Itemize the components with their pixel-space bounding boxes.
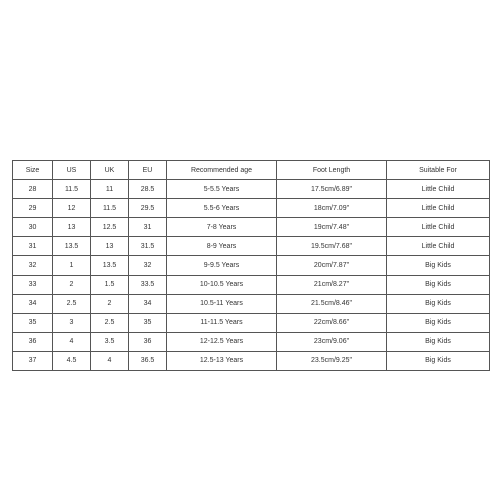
cell-recommended-age: 10-10.5 Years xyxy=(167,275,277,294)
cell-size: 37 xyxy=(13,351,53,370)
cell-eu: 32 xyxy=(129,256,167,275)
cell-suitable-for: Little Child xyxy=(387,180,490,199)
cell-recommended-age: 8-9 Years xyxy=(167,237,277,256)
cell-size: 30 xyxy=(13,218,53,237)
cell-size: 34 xyxy=(13,294,53,313)
header-uk: UK xyxy=(91,161,129,180)
cell-eu: 36.5 xyxy=(129,351,167,370)
header-recommended-age: Recommended age xyxy=(167,161,277,180)
cell-size: 32 xyxy=(13,256,53,275)
cell-recommended-age: 5.5-6 Years xyxy=(167,199,277,218)
cell-eu: 36 xyxy=(129,332,167,351)
cell-uk: 1.5 xyxy=(91,275,129,294)
cell-suitable-for: Big Kids xyxy=(387,332,490,351)
cell-eu: 31 xyxy=(129,218,167,237)
cell-suitable-for: Big Kids xyxy=(387,294,490,313)
table-row xyxy=(13,294,490,313)
cell-size: 28 xyxy=(13,180,53,199)
cell-suitable-for: Little Child xyxy=(387,199,490,218)
header-eu: EU xyxy=(129,161,167,180)
header-suitable-for: Suitable For xyxy=(387,161,490,180)
cell-suitable-for: Big Kids xyxy=(387,351,490,370)
cell-foot-length: 19cm/7.48" xyxy=(277,218,387,237)
cell-us: 1 xyxy=(53,256,91,275)
cell-uk: 13 xyxy=(91,237,129,256)
cell-us: 13.5 xyxy=(53,237,91,256)
table-row xyxy=(13,351,490,370)
cell-eu: 35 xyxy=(129,313,167,332)
cell-us: 2 xyxy=(53,275,91,294)
cell-us: 12 xyxy=(53,199,91,218)
cell-uk: 12.5 xyxy=(91,218,129,237)
table-row xyxy=(13,275,490,294)
cell-uk: 2 xyxy=(91,294,129,313)
cell-foot-length: 20cm/7.87" xyxy=(277,256,387,275)
header-foot-length: Foot Length xyxy=(277,161,387,180)
cell-suitable-for: Little Child xyxy=(387,218,490,237)
cell-size: 31 xyxy=(13,237,53,256)
table-row xyxy=(13,313,490,332)
cell-size: 29 xyxy=(13,199,53,218)
cell-suitable-for: Big Kids xyxy=(387,256,490,275)
cell-uk: 4 xyxy=(91,351,129,370)
cell-recommended-age: 5-5.5 Years xyxy=(167,180,277,199)
cell-recommended-age: 10.5-11 Years xyxy=(167,294,277,313)
cell-eu: 29.5 xyxy=(129,199,167,218)
cell-uk: 3.5 xyxy=(91,332,129,351)
cell-recommended-age: 9-9.5 Years xyxy=(167,256,277,275)
cell-us: 3 xyxy=(53,313,91,332)
cell-recommended-age: 7-8 Years xyxy=(167,218,277,237)
cell-foot-length: 23cm/9.06" xyxy=(277,332,387,351)
cell-size: 35 xyxy=(13,313,53,332)
size-chart-body xyxy=(13,180,490,371)
cell-foot-length: 19.5cm/7.68" xyxy=(277,237,387,256)
cell-foot-length: 18cm/7.09" xyxy=(277,199,387,218)
cell-us: 4 xyxy=(53,332,91,351)
cell-suitable-for: Big Kids xyxy=(387,313,490,332)
cell-suitable-for: Little Child xyxy=(387,237,490,256)
cell-size: 36 xyxy=(13,332,53,351)
cell-uk: 2.5 xyxy=(91,313,129,332)
header-size: Size xyxy=(13,161,53,180)
cell-uk: 11 xyxy=(91,180,129,199)
cell-foot-length: 21.5cm/8.46" xyxy=(277,294,387,313)
cell-suitable-for: Big Kids xyxy=(387,275,490,294)
cell-us: 2.5 xyxy=(53,294,91,313)
header-us: US xyxy=(53,161,91,180)
cell-recommended-age: 12.5-13 Years xyxy=(167,351,277,370)
cell-eu: 31.5 xyxy=(129,237,167,256)
cell-eu: 28.5 xyxy=(129,180,167,199)
size-chart-header xyxy=(13,161,490,180)
cell-uk: 13.5 xyxy=(91,256,129,275)
cell-foot-length: 17.5cm/6.89" xyxy=(277,180,387,199)
table-row xyxy=(13,180,490,199)
table-row xyxy=(13,237,490,256)
cell-foot-length: 22cm/8.66" xyxy=(277,313,387,332)
table-row xyxy=(13,199,490,218)
cell-recommended-age: 12-12.5 Years xyxy=(167,332,277,351)
cell-us: 4.5 xyxy=(53,351,91,370)
cell-us: 11.5 xyxy=(53,180,91,199)
cell-eu: 34 xyxy=(129,294,167,313)
table-row xyxy=(13,256,490,275)
cell-us: 13 xyxy=(53,218,91,237)
cell-foot-length: 23.5cm/9.25" xyxy=(277,351,387,370)
cell-eu: 33.5 xyxy=(129,275,167,294)
header-row xyxy=(13,161,490,180)
cell-size: 33 xyxy=(13,275,53,294)
size-chart-table xyxy=(12,160,490,371)
cell-foot-length: 21cm/8.27" xyxy=(277,275,387,294)
table-row xyxy=(13,332,490,351)
cell-recommended-age: 11-11.5 Years xyxy=(167,313,277,332)
cell-uk: 11.5 xyxy=(91,199,129,218)
table-row xyxy=(13,218,490,237)
